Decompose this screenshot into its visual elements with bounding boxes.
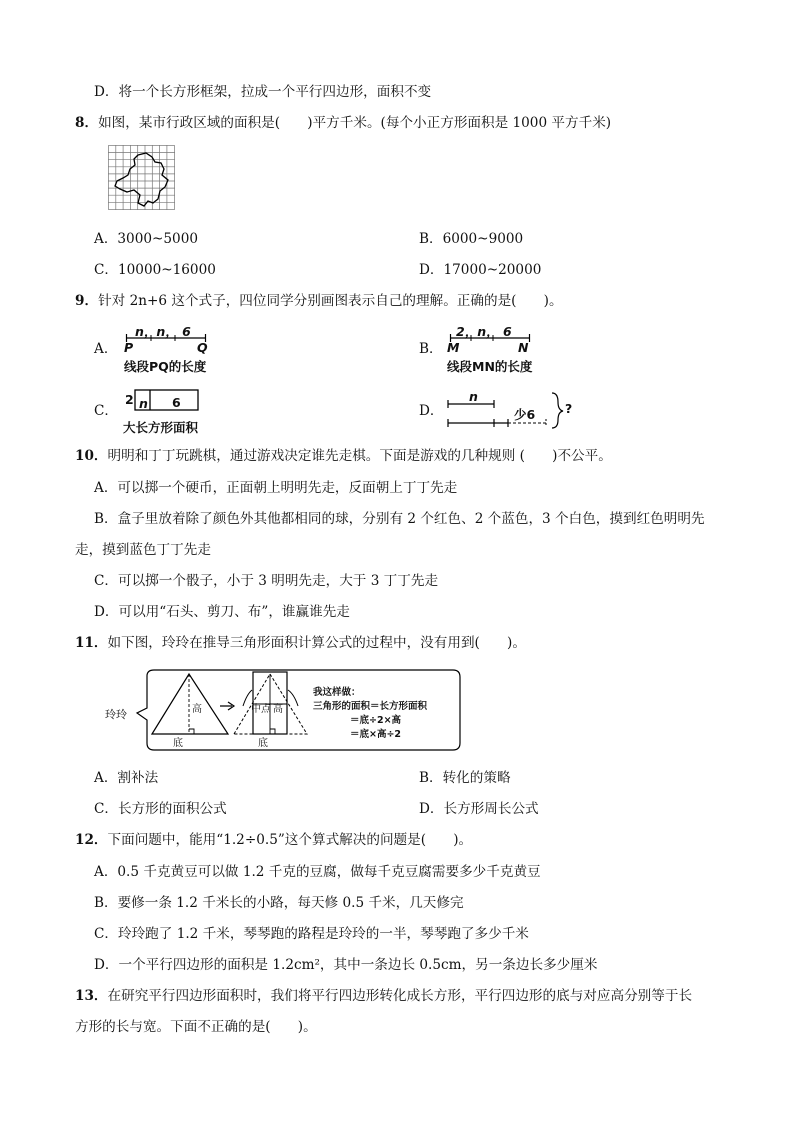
q8-number: 8． <box>75 115 99 131</box>
q11-figure-name: 玲玲 <box>105 708 127 721</box>
q11-number: 11． <box>75 635 108 651</box>
q9-option-a-letter: A． <box>94 341 118 357</box>
q11-note-line3: ＝底×高÷2 <box>350 729 402 740</box>
q8-option-d: D．17000~20000 <box>419 262 542 278</box>
q8-text: 如图，某市行政区域的面积是( )平方千米。(每个小正方形面积是 1000 平方千米) <box>98 115 612 131</box>
q9-a-top-label: n，n， 6 <box>135 324 191 339</box>
q10-option-b-line1: B．盒子里放着除了颜色外其他都相同的球，分别有 2 个红色、2 个蓝色，3 个白色，摸到红色明明先 <box>94 511 705 527</box>
q12-text: 下面问题中，能用“1.2÷0.5”这个算式解决的问题是( )。 <box>107 832 473 848</box>
q12-number: 12． <box>75 832 108 848</box>
q10-option-b-line2: 走，摸到蓝色丁丁先走 <box>75 542 211 558</box>
q10-number: 10． <box>75 448 108 464</box>
q9-option-c-letter: C． <box>94 403 118 419</box>
q13-number: 13． <box>75 988 108 1004</box>
q11-figure-mid: 中点 <box>251 704 271 715</box>
q9-text: 针对 2n+6 这个式子，四位同学分别画图表示自己的理解。正确的是( )。 <box>98 293 563 309</box>
q9-c-n: n <box>139 396 148 411</box>
q11-note-title: 我这样做： <box>313 687 361 698</box>
q13-stem-line1 <box>75 987 692 1005</box>
q8-option-c: C．10000~16000 <box>94 262 216 278</box>
q10-option-c: C．可以掷一个骰子，小于 3 明明先走，大于 3 丁丁先走 <box>94 573 439 589</box>
q12-option-a: A．0.5 千克黄豆可以做 1.2 千克的豆腐，做每千克豆腐需要多少千克黄豆 <box>94 864 541 880</box>
q9-d-n: n <box>469 389 478 404</box>
q12-option-c: C．玲玲跑了 1.2 千米，琴琴跑的路程是玲玲的一半，琴琴跑了多少千米 <box>94 926 529 942</box>
q9-a-caption: 线段PQ的长度 <box>124 359 207 374</box>
q11-figure-height1: 高 <box>192 704 202 715</box>
q12-option-b: B．要修一条 1.2 千米长的小路，每天修 0.5 千米，几天修完 <box>94 895 464 911</box>
q7-option-d: D．将一个长方形框架，拉成一个平行四边形，面积不变 <box>94 84 432 100</box>
q10-stem <box>75 447 612 465</box>
q9-d-less-6: 少6 <box>514 407 536 422</box>
q11-text: 如下图，玲玲在推导三角形面积计算公式的过程中，没有用到( )。 <box>107 635 526 651</box>
q9-stem <box>75 292 563 310</box>
q10-option-a: A．可以掷一个硬币，正面朝上明明先走，反面朝上丁丁先走 <box>94 480 458 496</box>
q9-d-question-mark: ? <box>565 401 573 416</box>
q13-text-line1: 在研究平行四边形面积时，我们将平行四边形转化成长方形，平行四边形的底与对应高分别等于长 <box>107 988 693 1004</box>
q11-figure-base1: 底 <box>173 738 183 749</box>
q12-option-d: D．一个平行四边形的面积是 1.2cm²，其中一条边长 0.5cm，另一条边长多少厘米 <box>94 957 598 973</box>
q8-option-a: A．3000~5000 <box>94 231 198 247</box>
q9-b-top-label: 2，n， 6 <box>456 324 512 339</box>
q12-stem <box>75 831 472 849</box>
q11-figure-height2: 高 <box>273 704 283 715</box>
q9-number: 9． <box>75 293 99 309</box>
q10-option-d: D．可以用“石头、剪刀、布”，谁赢谁先走 <box>94 604 350 620</box>
q8-option-b: B．6000~9000 <box>419 231 524 247</box>
q11-option-b: B．转化的策略 <box>419 770 511 786</box>
q9-d-diagram <box>446 390 573 430</box>
q11-note-line1: 三角形的面积＝长方形面积 <box>313 701 428 712</box>
q9-c-side-2: 2 <box>125 392 134 407</box>
q11-note-line2: ＝底÷2×高 <box>350 715 402 726</box>
q8-map-grid-figure <box>108 145 176 211</box>
q9-option-d-letter: D． <box>419 403 444 419</box>
q11-option-a: A．割补法 <box>94 770 159 786</box>
q11-option-d: D．长方形周长公式 <box>419 801 539 817</box>
q11-option-c: C．长方形的面积公式 <box>94 801 227 817</box>
q13-stem-line2: 方形的长与宽。下面不正确的是( )。 <box>75 1019 317 1035</box>
q10-text: 明明和丁丁玩跳棋，通过游戏决定谁先走棋。下面是游戏的几种规则 ( )不公平。 <box>107 448 612 464</box>
q9-b-caption: 线段MN的长度 <box>447 359 533 374</box>
q8-stem <box>75 114 611 132</box>
q9-a-point-q: Q <box>197 340 208 355</box>
q9-c-caption: 大长方形面积 <box>123 420 199 435</box>
q9-c-six: 6 <box>172 395 181 410</box>
q9-option-b-letter: B． <box>419 341 443 357</box>
q9-a-point-p: P <box>124 340 134 355</box>
q11-stem <box>75 634 526 652</box>
q11-figure-base2: 底 <box>258 738 268 749</box>
q9-b-point-m: M <box>447 340 460 355</box>
q9-b-point-n: N <box>518 340 529 355</box>
